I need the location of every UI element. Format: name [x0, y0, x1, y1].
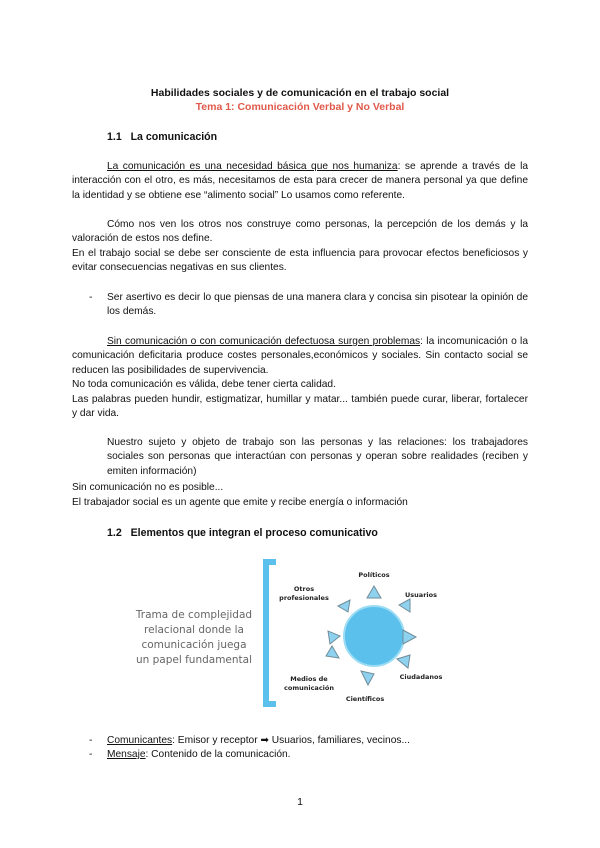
paragraph-4	[72, 335, 528, 378]
arrow-otros-icon	[338, 600, 350, 612]
label-cientificos: Científicos	[345, 695, 385, 703]
bullet-mensaje-term: Mensaje	[107, 749, 146, 760]
communication-network-diagram	[118, 556, 458, 716]
paragraph-6: Las palabras pueden hundir, estigmatizar, humillar y matar... también puede curar, liberar, fortalecer y dar vida.	[72, 394, 528, 420]
paragraph-2: Cómo nos ven los otros nos construye como personas, la percepción de los demás y la valoración de estos nos define.	[72, 219, 528, 245]
bullet-comunicantes-text: : Emisor y receptor ➡ Usuarios, familiares, vecinos...	[172, 735, 410, 746]
paragraph-7: Nuestro sujeto y objeto de trabajo son las personas y las relaciones: los trabajadores sociales son personas que interactúan con personas y operan sobre realidades (reciben y emiten información)	[107, 437, 528, 477]
diagram-caption-line-4: un papel fundamental	[135, 654, 253, 666]
section-2-title: Elementos que integran el proceso comunicativo	[130, 527, 378, 539]
arrow-ciudadanos-icon	[403, 630, 416, 644]
paragraph-4-text: : la incomunicación o la comunicación deficitaria produce costes personales,económicos y sociales. Sin contacto social se reducen las posibilidades de supervivencia.	[72, 336, 528, 376]
diagram-bracket	[266, 562, 276, 704]
label-comunicacion: comunicación	[284, 684, 334, 692]
paragraph-4-underlined: Sin comunicación o con comunicación defectuosa surgen problemas	[107, 336, 421, 347]
bullet-dash: -	[89, 735, 93, 746]
bullet-mensaje	[107, 748, 291, 762]
arrow-medios-icon	[326, 646, 339, 658]
paragraph-3: En el trabajo social se debe ser consciente de esta influencia para provocar efectos beneficiosos y evitar consecuencias negativas en sus clientes.	[72, 248, 528, 274]
paragraph-1	[72, 160, 528, 203]
paragraph-9: El trabajador social es un agente que emite y recibe energía o información	[72, 497, 408, 508]
label-otros: Otros	[293, 585, 315, 593]
arrow-usuarios-icon	[399, 599, 410, 612]
document-title: Habilidades sociales y de comunicación en el trabajo social	[150, 87, 450, 99]
section-1-title: La comunicación	[130, 131, 218, 143]
diagram-caption-line-2: relacional donde la	[144, 624, 244, 636]
paragraph-5: No toda comunicación es válida, debe tener cierta calidad.	[72, 379, 336, 390]
paragraph-1-underlined: La comunicación es una necesidad básica que nos humaniza	[107, 161, 398, 172]
arrow-cientificos-icon	[361, 671, 374, 685]
label-profesionales: profesionales	[279, 594, 329, 602]
arrow-left-icon	[328, 631, 340, 644]
page-number: 1	[297, 796, 303, 808]
section-2-heading	[107, 526, 378, 540]
bullet-mensaje-text: : Contenido de la comunicación.	[145, 749, 291, 760]
section-1-number: 1.1	[107, 131, 122, 143]
bullet-dash: -	[89, 292, 93, 303]
document-subtitle: Tema 1: Comunicación Verbal y No Verbal	[195, 101, 405, 113]
section-2-number: 1.2	[107, 527, 122, 539]
bullet-comunicantes-term: Comunicantes	[107, 735, 173, 746]
label-ciudadanos: Ciudadanos	[399, 673, 443, 681]
label-politicos: Políticos	[358, 571, 390, 579]
arrow-politicos-icon	[367, 586, 381, 598]
bullet-comunicantes	[107, 734, 410, 748]
label-medios: Medios de	[290, 675, 328, 683]
paragraph-8: Sin comunicación no es posible...	[72, 482, 224, 493]
diagram-caption-line-3: comunicación juega	[141, 639, 247, 651]
bullet-assertive: Ser asertivo es decir lo que piensas de una manera clara y concisa sin pisotear la opinión de los demás.	[107, 292, 528, 318]
bullet-dash: -	[89, 749, 93, 760]
section-1-heading	[107, 130, 217, 144]
arrow-ciudadanos-lower-icon	[397, 655, 410, 668]
paragraph-1-text: : se aprende a través de la interacción con el otro, es más, necesitamos de esta para crecer de manera personal ya que define la identidad y se obtiene ese “alimento social” Lo usamos como referente.	[72, 161, 528, 201]
diagram-caption-line-1: Trama de complejidad	[135, 609, 253, 621]
label-usuarios: Usuarios	[405, 591, 437, 599]
